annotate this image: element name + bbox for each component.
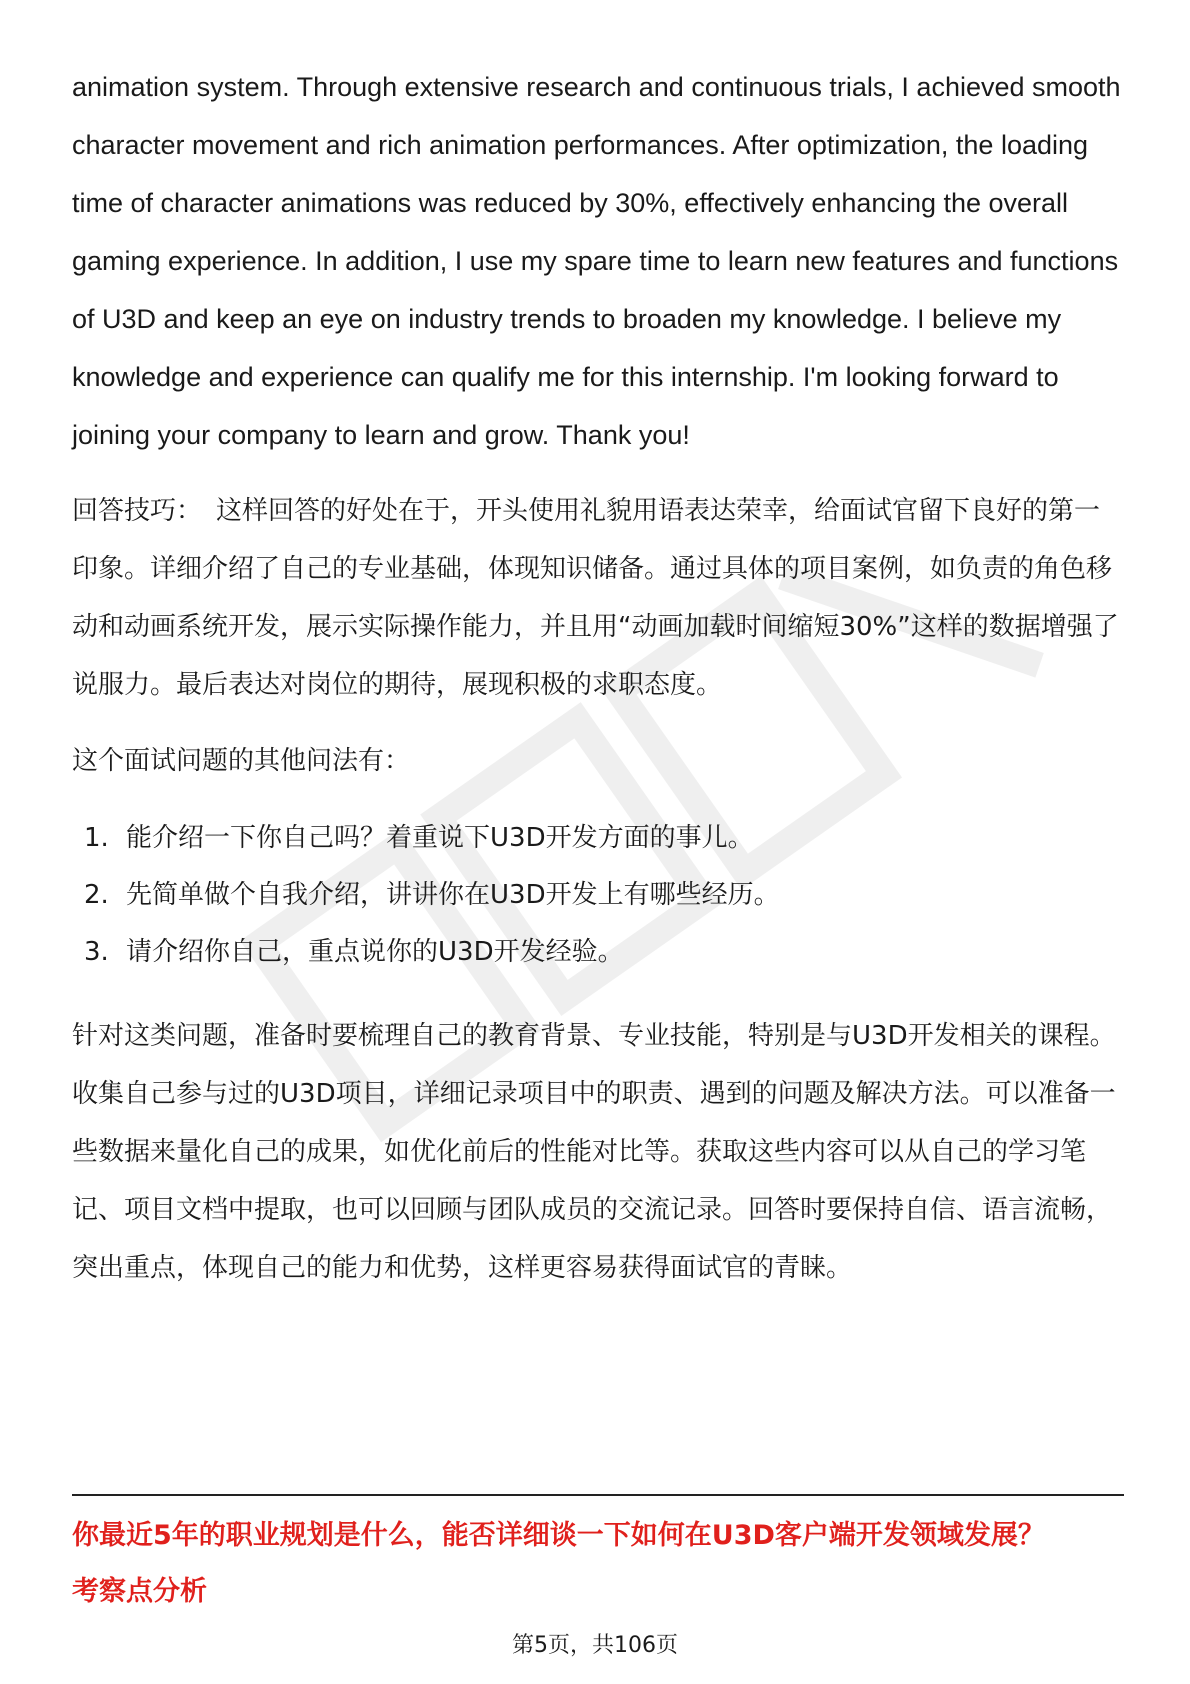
- alt-questions-heading: 这个面试问题的其他问法有：: [72, 746, 411, 776]
- list-item: [72, 810, 1122, 867]
- tips-text: 这样回答的好处在于，开头使用礼貌用语表达荣幸，给面试官留下良好的第一印象。详细介绍了自己的专业基础，体现知识储备。通过具体的项目案例，如负责的角色移动和动画系统开发，展示实际操作能力，并且用“动画加载时间缩短30%”这样的数据增强了说服力。最后表达对岗位的期待，展现积极的求职态度。: [72, 496, 1119, 700]
- next-question-block: [72, 1508, 1132, 1620]
- next-question-title: 你最近5年的职业规划是什么，能否详细谈一下如何在U3D客户端开发领域发展？: [72, 1520, 1045, 1551]
- list-item-number: 3.: [84, 937, 109, 967]
- tips-label: 回答技巧：: [72, 496, 203, 526]
- list-item: [72, 924, 1122, 981]
- section-divider: [72, 1494, 1124, 1496]
- intro-paragraph: animation system. Through extensive research and continuous trials, I achieved smooth character movement and rich animation performances. After optimization, the loading time of character animations was reduced by 30%, effectively enhancing the overall gaming experience. In addition, I use my spare time to learn new features and functions of U3D and keep an eye on industry trends to broaden my knowledge. I believe my knowledge and experience can qualify me for this internship. I'm looking forward to joining your company to learn and grow. Thank you!: [72, 72, 1121, 450]
- alt-questions-list: [72, 810, 1122, 981]
- tips-paragraph: [72, 482, 1122, 714]
- document-body: [72, 58, 1122, 1297]
- list-item-number: 2.: [84, 880, 109, 910]
- list-item-text: 先简单做个自我介绍，讲讲你在U3D开发上有哪些经历。: [126, 880, 780, 910]
- list-item-number: 1.: [84, 823, 109, 853]
- list-item: [72, 867, 1122, 924]
- list-item-text: 请介绍你自己，重点说你的U3D开发经验。: [126, 937, 624, 967]
- list-item-text: 能介绍一下你自己吗？着重说下U3D开发方面的事儿。: [126, 823, 754, 853]
- prep-paragraph: 针对这类问题，准备时要梳理自己的教育背景、专业技能，特别是与U3D开发相关的课程。收集自己参与过的U3D项目，详细记录项目中的职责、遇到的问题及解决方法。可以准备一些数据来量化自己的成果，如优化前后的性能对比等。获取这些内容可以从自己的学习笔记、项目文档中提取，也可以回顾与团队成员的交流记录。回答时要保持自信、语言流畅，突出重点，体现自己的能力和优势，这样更容易获得面试官的青睐。: [72, 1021, 1116, 1283]
- next-question-subtitle: 考察点分析: [72, 1576, 207, 1607]
- page-footer: 第5页，共106页: [512, 1633, 678, 1658]
